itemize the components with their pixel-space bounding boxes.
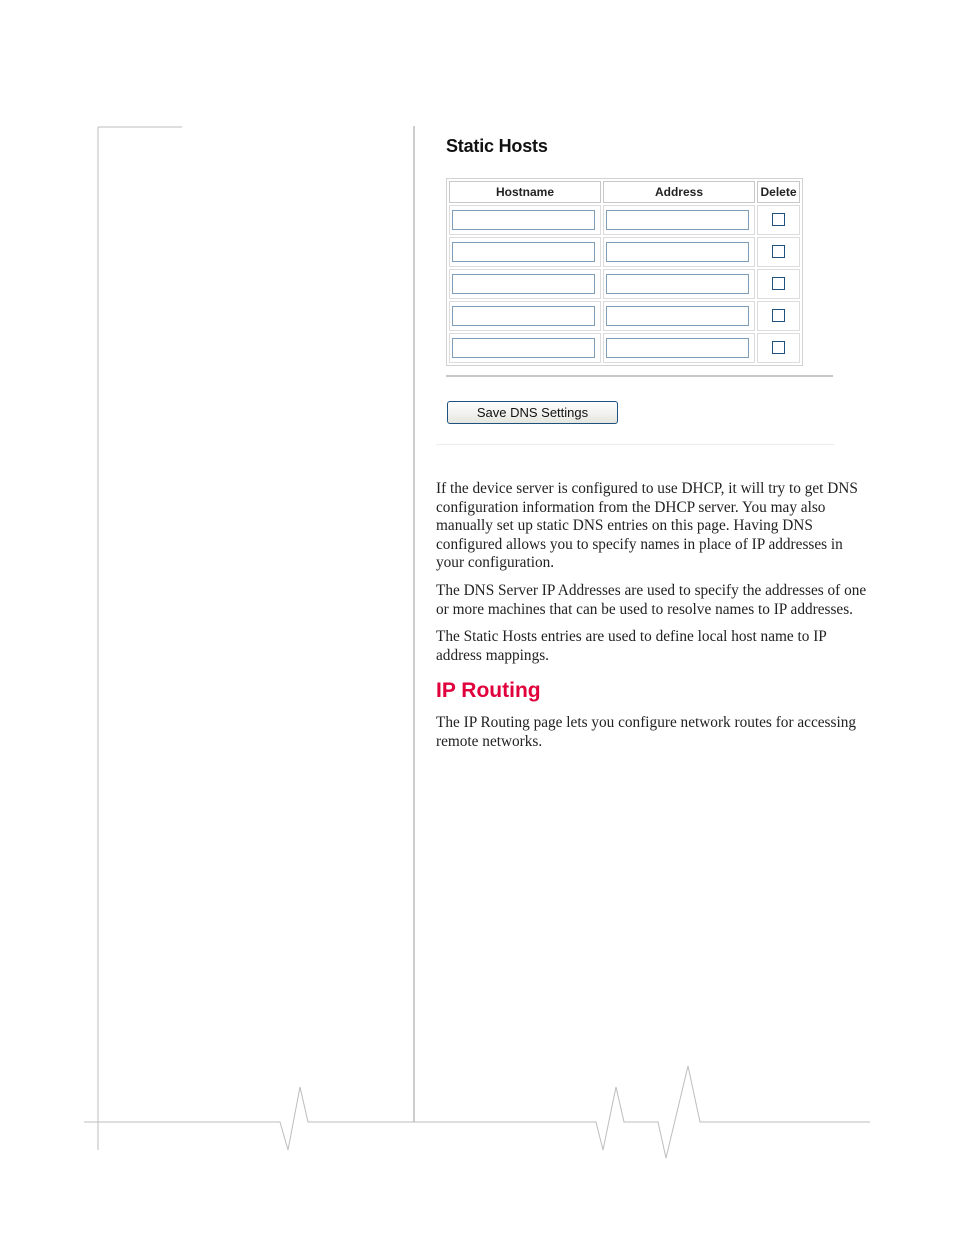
hostname-input[interactable] (452, 242, 595, 262)
delete-checkbox[interactable] (772, 213, 785, 226)
delete-column-header: Delete (757, 181, 800, 203)
save-dns-settings-button[interactable]: Save DNS Settings (447, 401, 618, 424)
address-input[interactable] (606, 338, 749, 358)
table-row (449, 205, 800, 235)
delete-checkbox[interactable] (772, 309, 785, 322)
address-input[interactable] (606, 242, 749, 262)
address-input[interactable] (606, 306, 749, 326)
section-divider (446, 375, 833, 377)
hostname-input[interactable] (452, 274, 595, 294)
delete-checkbox[interactable] (772, 341, 785, 354)
address-input[interactable] (606, 274, 749, 294)
static-hosts-title: Static Hosts (446, 136, 548, 156)
ip-routing-heading: IP Routing (436, 679, 541, 703)
table-row (449, 269, 800, 299)
delete-checkbox[interactable] (772, 277, 785, 290)
body-text (436, 480, 870, 761)
hostname-input[interactable] (452, 338, 595, 358)
table-row (449, 237, 800, 267)
table-row (449, 333, 800, 363)
paragraph-dhcp: If the device server is configured to use DHCP, it will try to get DNS configuration information from the DHCP server. You may also manually set up static DNS entries on this page. Having DNS configured allows you to specify names in place of IP addresses in your configuration. (436, 480, 858, 572)
table-row (449, 301, 800, 331)
hostname-column-header: Hostname (449, 181, 601, 203)
static-hosts-table (446, 178, 803, 366)
delete-checkbox[interactable] (772, 245, 785, 258)
table-header-row (449, 181, 800, 203)
hostname-input[interactable] (452, 210, 595, 230)
static-hosts-screenshot (436, 128, 836, 446)
hostname-input[interactable] (452, 306, 595, 326)
paragraph-static-hosts: The Static Hosts entries are used to define local host name to IP address mappings. (436, 628, 827, 664)
paragraph-dns-servers: The DNS Server IP Addresses are used to specify the addresses of one or more machines that can be used to resolve names to IP addresses. (436, 581, 867, 618)
address-column-header: Address (603, 181, 755, 203)
paragraph-ip-routing: The IP Routing page lets you configure network routes for accessing remote networks. (436, 714, 856, 750)
address-input[interactable] (606, 210, 749, 230)
screenshot-bottom-divider (436, 444, 834, 445)
